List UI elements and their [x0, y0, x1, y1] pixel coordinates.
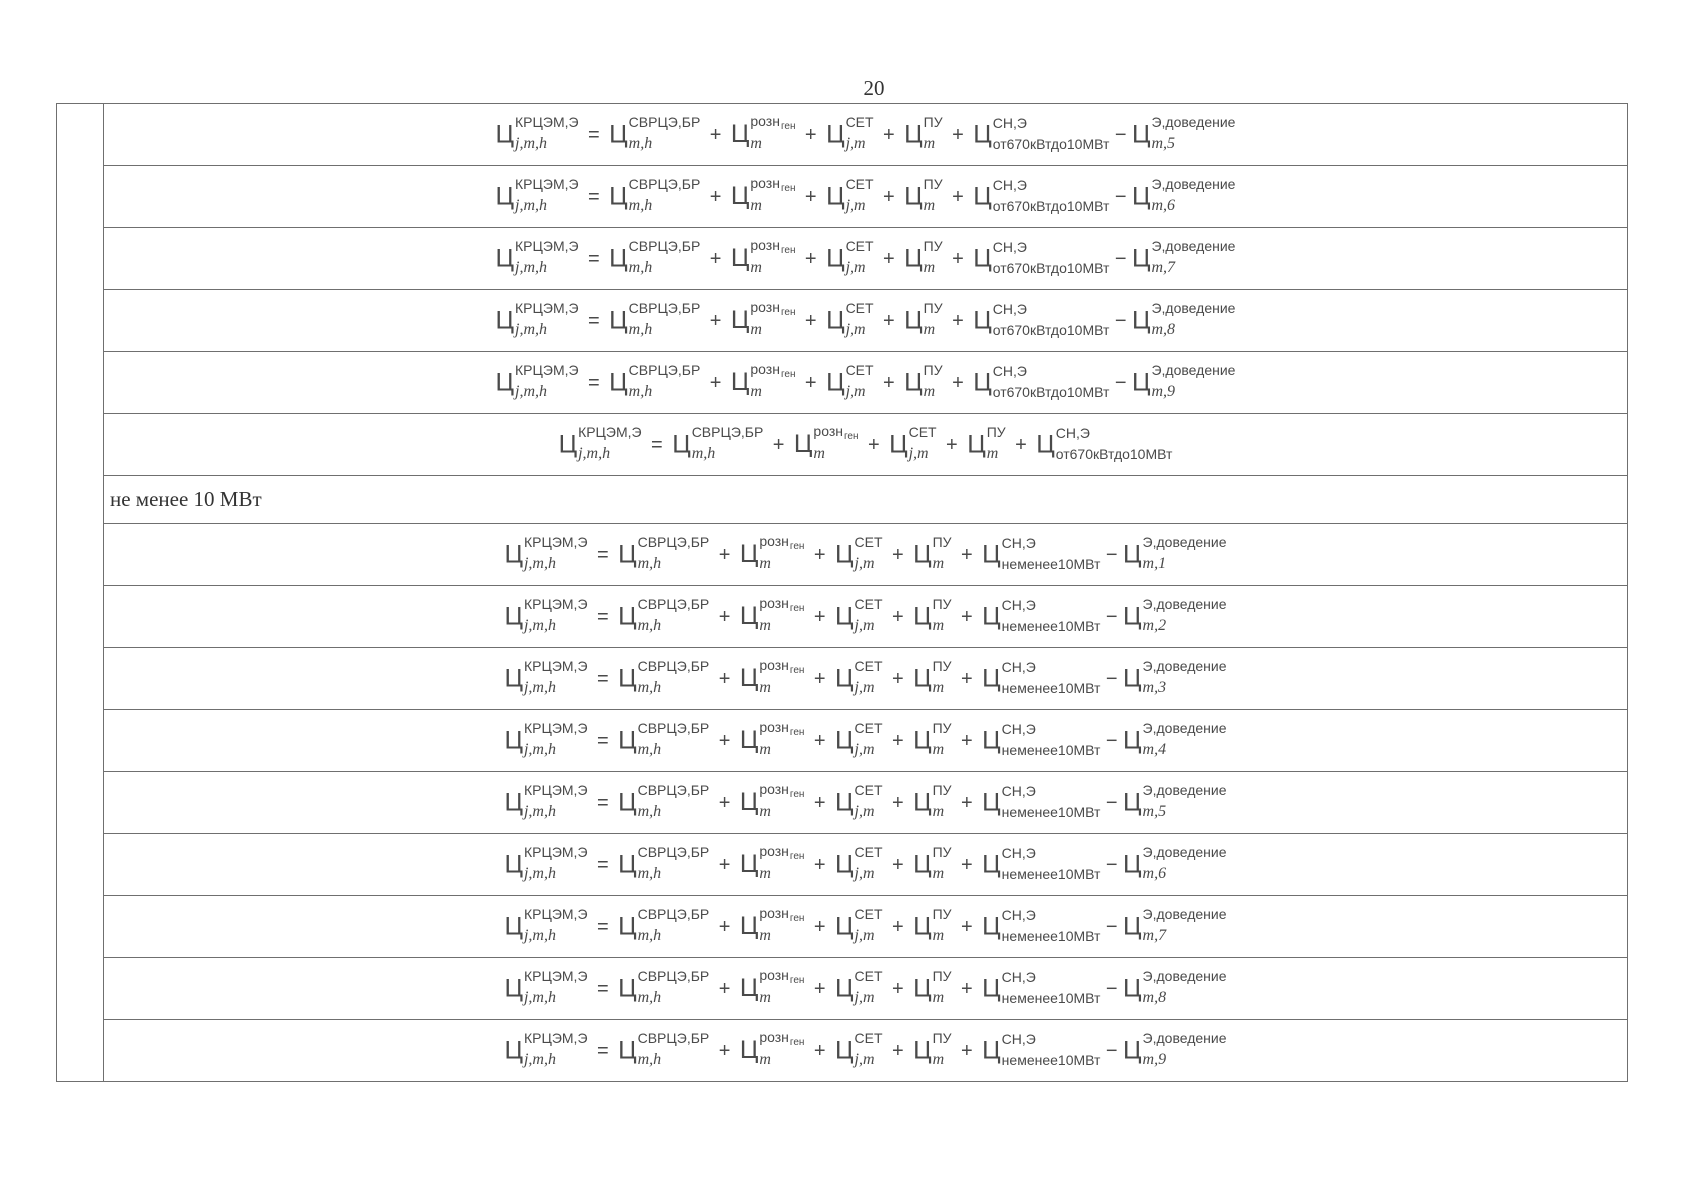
term-sn: Ц СН,Э неменее10МВт — [982, 844, 1101, 882]
term-pu: Ц ПУ m — [913, 533, 952, 572]
term-svrce: Ц СВРЦЭ,БР m,h — [618, 905, 710, 944]
term-krcem: Ц КРЦЭМ,Э j,m,h — [504, 657, 588, 696]
term-svrce: Ц СВРЦЭ,БР m,h — [618, 781, 710, 820]
term-set: Ц СЕТ j,m — [835, 1029, 883, 1068]
term-svrce: Ц СВРЦЭ,БР m,h — [672, 423, 764, 462]
formula-cell — [104, 414, 1628, 476]
term-set: Ц СЕТ j,m — [835, 967, 883, 1006]
term-sn: Ц СН,Э неменее10МВт — [982, 782, 1101, 820]
term-sn: Ц СН,Э от670кВтдо10МВт — [973, 362, 1110, 400]
term-pu: Ц ПУ m — [913, 843, 952, 882]
term-svrce: Ц СВРЦЭ,БР m,h — [618, 595, 710, 634]
term-krcem: Ц КРЦЭМ,Э j,m,h — [504, 595, 588, 634]
term-dovedenie: Ц Э,доведение m,7 — [1123, 905, 1227, 944]
section-heading: не менее 10 МВт — [104, 476, 1628, 524]
term-dovedenie: Ц Э,доведение m,9 — [1123, 1029, 1227, 1068]
term-pu: Ц ПУ m — [913, 657, 952, 696]
term-dovedenie: Ц Э,доведение m,9 — [1131, 361, 1236, 400]
term-set: Ц СЕТ j,m — [826, 361, 874, 400]
term-dovedenie: Ц Э,доведение m,3 — [1123, 657, 1227, 696]
term-sn: Ц СН,Э от670кВтдо10МВт — [973, 176, 1110, 214]
left-column-cell — [57, 352, 104, 414]
formula-row — [57, 586, 1628, 648]
left-column-cell — [57, 414, 104, 476]
term-sn: Ц СН,Э от670кВтдо10МВт — [973, 238, 1110, 276]
term-dovedenie: Ц Э,доведение m,6 — [1131, 175, 1236, 214]
term-krcem: Ц КРЦЭМ,Э j,m,h — [504, 781, 588, 820]
formula-row — [57, 648, 1628, 710]
left-column-cell — [57, 958, 104, 1020]
term-pu: Ц ПУ m — [913, 1029, 952, 1068]
term-krcem: Ц КРЦЭМ,Э j,m,h — [495, 299, 579, 338]
term-svrce: Ц СВРЦЭ,БР m,h — [609, 237, 701, 276]
term-set: Ц СЕТ j,m — [835, 781, 883, 820]
term-pu: Ц ПУ m — [913, 719, 952, 758]
formula: Ц КРЦЭМ,Э j,m,h = Ц СВРЦЭ,БР m,h + Ц розн$_{ген}$ m + Ц СЕТ j,m + Ц ПУ m + Ц СН,Э от670кВтдо10МВт − Ц Э,доведение m,8 — [495, 299, 1236, 338]
term-krcem: Ц КРЦЭМ,Э j,m,h — [504, 533, 588, 572]
left-column-cell — [57, 710, 104, 772]
term-svrce: Ц СВРЦЭ,БР m,h — [618, 1029, 710, 1068]
term-set: Ц СЕТ j,m — [835, 905, 883, 944]
page-number: 20 — [863, 76, 885, 100]
term-rozn: Ц розн$_{ген}$ m — [739, 905, 805, 944]
formula: Ц КРЦЭМ,Э j,m,h = Ц СВРЦЭ,БР m,h + Ц розн$_{ген}$ m + Ц СЕТ j,m + Ц ПУ m + Ц СН,Э неменее10МВт − Ц Э,доведение m,4 — [504, 719, 1227, 758]
formula: Ц КРЦЭМ,Э j,m,h = Ц СВРЦЭ,БР m,h + Ц розн$_{ген}$ m + Ц СЕТ j,m + Ц ПУ m + Ц СН,Э неменее10МВт − Ц Э,доведение m,5 — [504, 781, 1227, 820]
term-pu: Ц ПУ m — [904, 299, 943, 338]
formula-cell — [104, 104, 1628, 166]
term-pu: Ц ПУ m — [904, 361, 943, 400]
left-column-cell — [57, 524, 104, 586]
formula-cell — [104, 896, 1628, 958]
formula: Ц КРЦЭМ,Э j,m,h = Ц СВРЦЭ,БР m,h + Ц розн$_{ген}$ m + Ц СЕТ j,m + Ц ПУ m + Ц СН,Э неменее10МВт − Ц Э,доведение m,8 — [504, 967, 1227, 1006]
term-set: Ц СЕТ j,m — [835, 595, 883, 634]
left-column-cell — [57, 104, 104, 166]
term-svrce: Ц СВРЦЭ,БР m,h — [618, 843, 710, 882]
formula-cell — [104, 586, 1628, 648]
formula-cell — [104, 524, 1628, 586]
left-column-cell — [57, 648, 104, 710]
term-sn: Ц СН,Э неменее10МВт — [982, 1030, 1101, 1068]
formula-row — [57, 414, 1628, 476]
term-svrce: Ц СВРЦЭ,БР m,h — [609, 113, 701, 152]
term-krcem: Ц КРЦЭМ,Э j,m,h — [504, 905, 588, 944]
term-pu: Ц ПУ m — [904, 237, 943, 276]
formula-row — [57, 710, 1628, 772]
formula-row — [57, 834, 1628, 896]
term-set: Ц СЕТ j,m — [826, 113, 874, 152]
term-svrce: Ц СВРЦЭ,БР m,h — [609, 361, 701, 400]
term-svrce: Ц СВРЦЭ,БР m,h — [618, 719, 710, 758]
term-pu: Ц ПУ m — [913, 905, 952, 944]
formula: Ц КРЦЭМ,Э j,m,h = Ц СВРЦЭ,БР m,h + Ц розн$_{ген}$ m + Ц СЕТ j,m + Ц ПУ m + Ц СН,Э от670кВтдо10МВт — [558, 423, 1173, 462]
term-sn: Ц СН,Э неменее10МВт — [982, 658, 1101, 696]
formula-table — [56, 103, 1628, 1082]
left-column-cell — [57, 1020, 104, 1082]
formula: Ц КРЦЭМ,Э j,m,h = Ц СВРЦЭ,БР m,h + Ц розн$_{ген}$ m + Ц СЕТ j,m + Ц ПУ m + Ц СН,Э от670кВтдо10МВт − Ц Э,доведение m,9 — [495, 361, 1236, 400]
term-set: Ц СЕТ j,m — [835, 657, 883, 696]
formula: Ц КРЦЭМ,Э j,m,h = Ц СВРЦЭ,БР m,h + Ц розн$_{ген}$ m + Ц СЕТ j,m + Ц ПУ m + Ц СН,Э неменее10МВт − Ц Э,доведение m,6 — [504, 843, 1227, 882]
term-set: Ц СЕТ j,m — [826, 175, 874, 214]
term-rozn: Ц розн$_{ген}$ m — [739, 657, 805, 696]
term-krcem: Ц КРЦЭМ,Э j,m,h — [504, 843, 588, 882]
term-dovedenie: Ц Э,доведение m,7 — [1131, 237, 1236, 276]
formula-cell — [104, 352, 1628, 414]
formula-row — [57, 228, 1628, 290]
term-krcem: Ц КРЦЭМ,Э j,m,h — [495, 361, 579, 400]
term-set: Ц СЕТ j,m — [835, 719, 883, 758]
term-rozn: Ц розн$_{ген}$ m — [730, 113, 796, 152]
formula-row — [57, 104, 1628, 166]
term-set: Ц СЕТ j,m — [826, 299, 874, 338]
formula: Ц КРЦЭМ,Э j,m,h = Ц СВРЦЭ,БР m,h + Ц розн$_{ген}$ m + Ц СЕТ j,m + Ц ПУ m + Ц СН,Э от670кВтдо10МВт − Ц Э,доведение m,5 — [495, 113, 1236, 152]
term-set: Ц СЕТ j,m — [835, 533, 883, 572]
formula-row — [57, 896, 1628, 958]
term-set: Ц СЕТ j,m — [889, 423, 937, 462]
formula-cell — [104, 290, 1628, 352]
formula-cell — [104, 1020, 1628, 1082]
term-pu: Ц ПУ m — [967, 423, 1006, 462]
term-rozn: Ц розн$_{ген}$ m — [739, 533, 805, 572]
term-svrce: Ц СВРЦЭ,БР m,h — [609, 175, 701, 214]
term-krcem: Ц КРЦЭМ,Э j,m,h — [495, 175, 579, 214]
formula: Ц КРЦЭМ,Э j,m,h = Ц СВРЦЭ,БР m,h + Ц розн$_{ген}$ m + Ц СЕТ j,m + Ц ПУ m + Ц СН,Э неменее10МВт − Ц Э,доведение m,7 — [504, 905, 1227, 944]
left-column-cell — [57, 476, 104, 524]
formula-row — [57, 524, 1628, 586]
term-krcem: Ц КРЦЭМ,Э j,m,h — [495, 237, 579, 276]
term-rozn: Ц розн$_{ген}$ m — [730, 175, 796, 214]
section-row — [57, 476, 1628, 524]
term-rozn: Ц розн$_{ген}$ m — [730, 361, 796, 400]
term-svrce: Ц СВРЦЭ,БР m,h — [609, 299, 701, 338]
term-rozn: Ц розн$_{ген}$ m — [739, 781, 805, 820]
term-pu: Ц ПУ m — [913, 781, 952, 820]
term-pu: Ц ПУ m — [913, 967, 952, 1006]
formula-row — [57, 958, 1628, 1020]
formula-cell — [104, 166, 1628, 228]
formula-row — [57, 166, 1628, 228]
term-krcem: Ц КРЦЭМ,Э j,m,h — [558, 423, 642, 462]
term-set: Ц СЕТ j,m — [826, 237, 874, 276]
formula-cell — [104, 958, 1628, 1020]
term-krcem: Ц КРЦЭМ,Э j,m,h — [504, 719, 588, 758]
formula-row — [57, 772, 1628, 834]
term-rozn: Ц розн$_{ген}$ m — [739, 1029, 805, 1068]
formula: Ц КРЦЭМ,Э j,m,h = Ц СВРЦЭ,БР m,h + Ц розн$_{ген}$ m + Ц СЕТ j,m + Ц ПУ m + Ц СН,Э от670кВтдо10МВт − Ц Э,доведение m,6 — [495, 175, 1236, 214]
left-column-cell — [57, 896, 104, 958]
term-sn: Ц СН,Э неменее10МВт — [982, 906, 1101, 944]
formula: Ц КРЦЭМ,Э j,m,h = Ц СВРЦЭ,БР m,h + Ц розн$_{ген}$ m + Ц СЕТ j,m + Ц ПУ m + Ц СН,Э от670кВтдо10МВт − Ц Э,доведение m,7 — [495, 237, 1236, 276]
term-rozn: Ц розн$_{ген}$ m — [739, 595, 805, 634]
term-rozn: Ц розн$_{ген}$ m — [739, 843, 805, 882]
term-dovedenie: Ц Э,доведение m,4 — [1123, 719, 1227, 758]
term-svrce: Ц СВРЦЭ,БР m,h — [618, 657, 710, 696]
term-dovedenie: Ц Э,доведение m,5 — [1123, 781, 1227, 820]
left-column-cell — [57, 772, 104, 834]
term-rozn: Ц розн$_{ген}$ m — [739, 967, 805, 1006]
formula-cell — [104, 834, 1628, 896]
formula-cell — [104, 710, 1628, 772]
term-svrce: Ц СВРЦЭ,БР m,h — [618, 967, 710, 1006]
term-pu: Ц ПУ m — [904, 175, 943, 214]
term-dovedenie: Ц Э,доведение m,5 — [1131, 113, 1236, 152]
formula: Ц КРЦЭМ,Э j,m,h = Ц СВРЦЭ,БР m,h + Ц розн$_{ген}$ m + Ц СЕТ j,m + Ц ПУ m + Ц СН,Э неменее10МВт − Ц Э,доведение m,2 — [504, 595, 1227, 634]
formula: Ц КРЦЭМ,Э j,m,h = Ц СВРЦЭ,БР m,h + Ц розн$_{ген}$ m + Ц СЕТ j,m + Ц ПУ m + Ц СН,Э неменее10МВт − Ц Э,доведение m,1 — [504, 533, 1227, 572]
formula-row — [57, 290, 1628, 352]
term-krcem: Ц КРЦЭМ,Э j,m,h — [495, 113, 579, 152]
term-rozn: Ц розн$_{ген}$ m — [739, 719, 805, 758]
left-column-cell — [57, 586, 104, 648]
term-dovedenie: Ц Э,доведение m,1 — [1123, 533, 1227, 572]
left-column-cell — [57, 228, 104, 290]
term-rozn: Ц розн$_{ген}$ m — [730, 299, 796, 338]
term-pu: Ц ПУ m — [904, 113, 943, 152]
formula-cell — [104, 648, 1628, 710]
formula-row — [57, 1020, 1628, 1082]
term-krcem: Ц КРЦЭМ,Э j,m,h — [504, 967, 588, 1006]
term-rozn: Ц розн$_{ген}$ m — [793, 423, 859, 462]
term-sn: Ц СН,Э неменее10МВт — [982, 968, 1101, 1006]
term-pu: Ц ПУ m — [913, 595, 952, 634]
term-rozn: Ц розн$_{ген}$ m — [730, 237, 796, 276]
left-column-cell — [57, 290, 104, 352]
term-sn: Ц СН,Э от670кВтдо10МВт — [973, 300, 1110, 338]
term-sn: Ц СН,Э неменее10МВт — [982, 720, 1101, 758]
formula-row — [57, 352, 1628, 414]
term-set: Ц СЕТ j,m — [835, 843, 883, 882]
term-sn: Ц СН,Э неменее10МВт — [982, 596, 1101, 634]
term-dovedenie: Ц Э,доведение m,6 — [1123, 843, 1227, 882]
term-sn: Ц СН,Э от670кВтдо10МВт — [1036, 424, 1173, 462]
term-svrce: Ц СВРЦЭ,БР m,h — [618, 533, 710, 572]
term-sn: Ц СН,Э от670кВтдо10МВт — [973, 114, 1110, 152]
term-krcem: Ц КРЦЭМ,Э j,m,h — [504, 1029, 588, 1068]
formula: Ц КРЦЭМ,Э j,m,h = Ц СВРЦЭ,БР m,h + Ц розн$_{ген}$ m + Ц СЕТ j,m + Ц ПУ m + Ц СН,Э неменее10МВт − Ц Э,доведение m,3 — [504, 657, 1227, 696]
left-column-cell — [57, 166, 104, 228]
formula-cell — [104, 772, 1628, 834]
term-dovedenie: Ц Э,доведение m,8 — [1123, 967, 1227, 1006]
left-column-cell — [57, 834, 104, 896]
formula: Ц КРЦЭМ,Э j,m,h = Ц СВРЦЭ,БР m,h + Ц розн$_{ген}$ m + Ц СЕТ j,m + Ц ПУ m + Ц СН,Э неменее10МВт − Ц Э,доведение m,9 — [504, 1029, 1227, 1068]
term-sn: Ц СН,Э неменее10МВт — [982, 534, 1101, 572]
term-dovedenie: Ц Э,доведение m,8 — [1131, 299, 1236, 338]
term-dovedenie: Ц Э,доведение m,2 — [1123, 595, 1227, 634]
formula-cell — [104, 228, 1628, 290]
